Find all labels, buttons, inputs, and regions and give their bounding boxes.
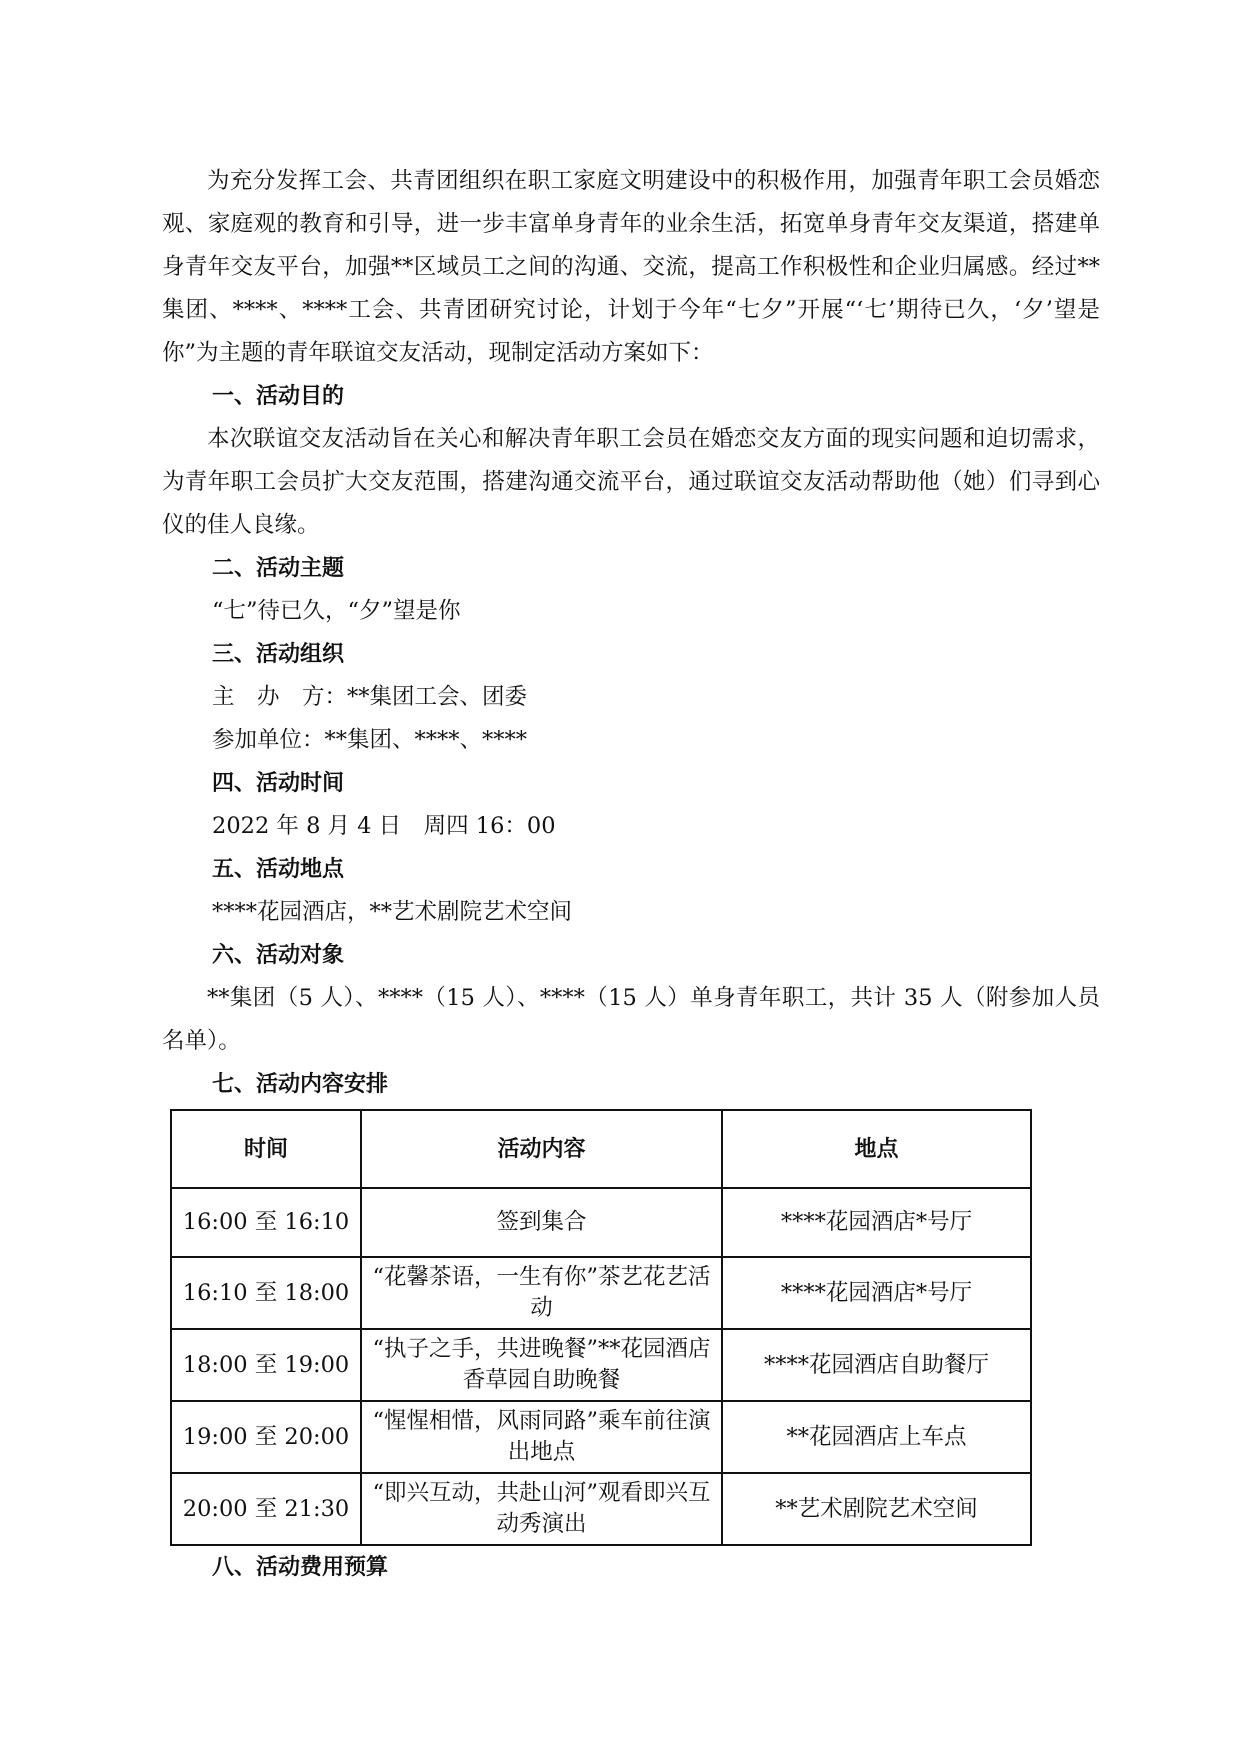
cell-content: “花馨茶语，一生有你”茶艺花艺活动 (361, 1257, 722, 1329)
cell-time: 16:10 至 18:00 (171, 1257, 361, 1329)
table-row (171, 1257, 1031, 1329)
cell-time: 16:00 至 16:10 (171, 1188, 361, 1257)
cell-place: **艺术剧院艺术空间 (722, 1473, 1031, 1545)
schedule-header-row (171, 1110, 1031, 1188)
intro-paragraph: 为充分发挥工会、共青团组织在职工家庭文明建设中的积极作用，加强青年职工会员婚恋观、家庭观的教育和引导，进一步丰富单身青年的业余生活，拓宽单身青年交友渠道，搭建单身青年交友平台，加强**区域员工之间的沟通、交流，提高工作积极性和企业归属感。经过**集团、****、****工会、共青团研究讨论，计划于今年“七夕”开展“‘七’期待已久，‘夕’望是你”为主题的青年联谊交友活动，现制定活动方案如下： (162, 168, 1100, 366)
cell-content: “执子之手，共进晚餐”**花园酒店香草园自助晚餐 (361, 1329, 722, 1401)
cell-place: ****花园酒店自助餐厅 (722, 1329, 1031, 1401)
section-heading-purpose: 一、活动目的 (212, 384, 345, 409)
cell-time: 20:00 至 21:30 (171, 1473, 361, 1545)
column-header-content: 活动内容 (361, 1110, 722, 1188)
table-row (171, 1473, 1031, 1545)
section-heading-schedule: 七、活动内容安排 (212, 1072, 389, 1097)
column-header-place: 地点 (722, 1110, 1031, 1188)
cell-content: “惺惺相惜，风雨同路”乘车前往演出地点 (361, 1401, 722, 1473)
purpose-paragraph: 本次联谊交友活动旨在关心和解决青年职工会员在婚恋交友方面的现实问题和迫切需求，为青年职工会员扩大交友范围，搭建沟通交流平台，通过联谊交友活动帮助他（她）们寻到心仪的佳人良缘。 (162, 426, 1100, 538)
time-text: 2022 年 8 月 4 日 周四 16：00 (212, 813, 556, 839)
table-row (171, 1329, 1031, 1401)
audience-paragraph: **集团（5 人）、****（15 人）、****（15 人）单身青年职工，共计 35 人（附参加人员名单）。 (162, 985, 1100, 1054)
cell-content: “即兴互动，共赴山河”观看即兴互动秀演出 (361, 1473, 722, 1545)
section-heading-theme: 二、活动主题 (212, 556, 345, 581)
table-row (171, 1188, 1031, 1257)
column-header-time: 时间 (171, 1110, 361, 1188)
section-heading-time: 四、活动时间 (212, 771, 345, 796)
cell-time: 18:00 至 19:00 (171, 1329, 361, 1401)
document-page (162, 160, 1100, 1589)
section-heading-budget: 八、活动费用预算 (212, 1555, 389, 1580)
cell-place: **花园酒店上车点 (722, 1401, 1031, 1473)
location-text: ****花园酒店，**艺术剧院艺术空间 (212, 899, 573, 925)
cell-place: ****花园酒店*号厅 (722, 1257, 1031, 1329)
table-row (171, 1401, 1031, 1473)
organization-participants: 参加单位：**集团、****、**** (212, 727, 528, 753)
cell-time: 19:00 至 20:00 (171, 1401, 361, 1473)
cell-place: ****花园酒店*号厅 (722, 1188, 1031, 1257)
section-heading-organization: 三、活动组织 (212, 642, 345, 667)
section-heading-location: 五、活动地点 (212, 857, 345, 882)
schedule-table (170, 1109, 1032, 1546)
theme-text: “七”待已久，“夕”望是你 (212, 598, 461, 624)
section-heading-audience: 六、活动对象 (212, 943, 345, 968)
organization-host: 主 办 方：**集团工会、团委 (212, 684, 528, 710)
cell-content: 签到集合 (361, 1188, 722, 1257)
